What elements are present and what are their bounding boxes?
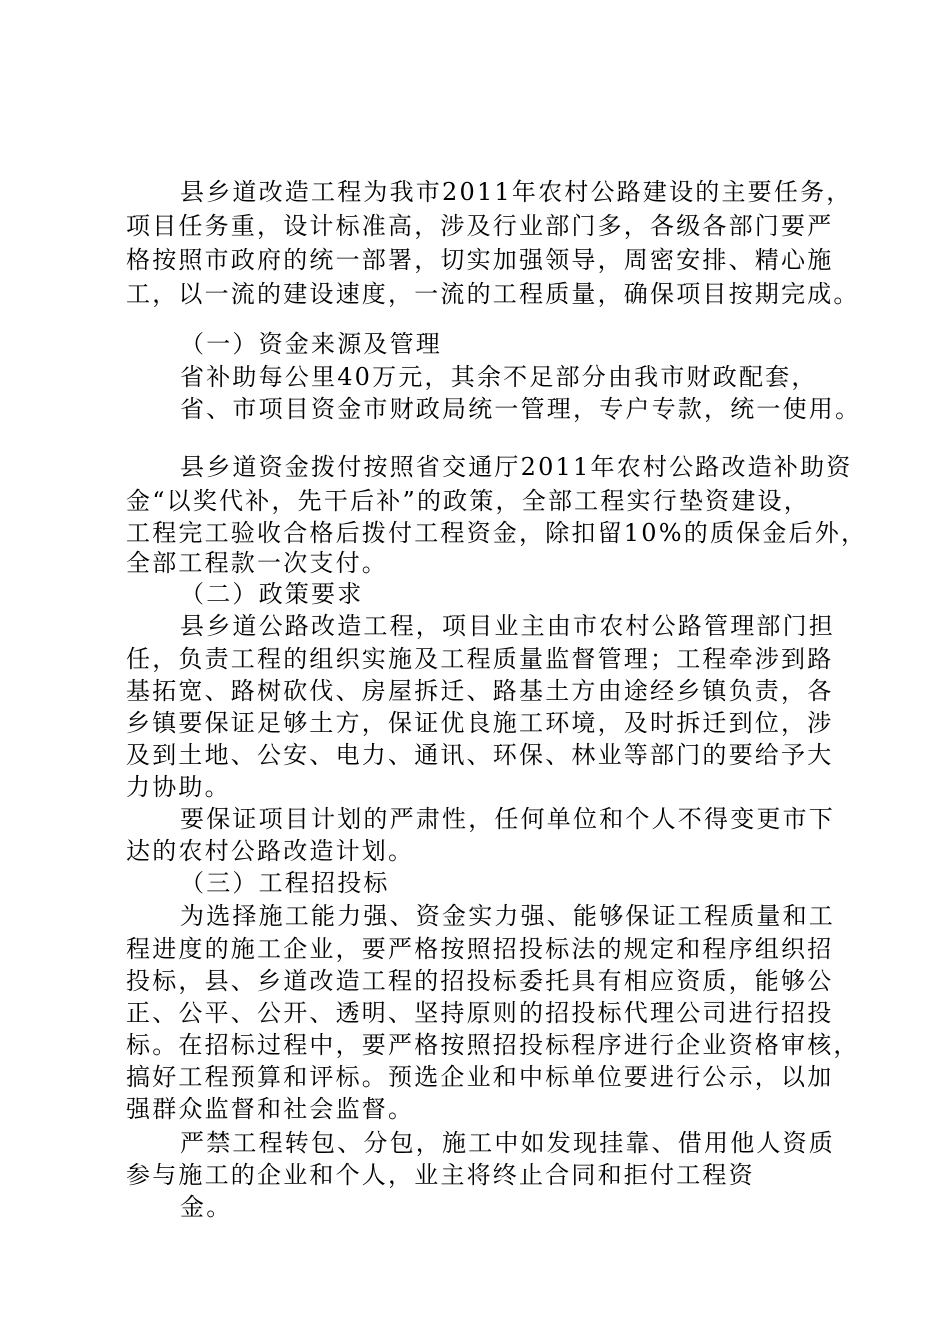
section-heading-policy: （二）政策要求: [180, 580, 364, 608]
intro-paragraph-line: 县乡道改造工程为我市2011年农村公路建设的主要任务，: [180, 178, 853, 206]
policy-paragraph-line: 乡镇要保证足够土方，保证优良施工环境，及时拆迁到位，涉: [126, 709, 834, 737]
intro-paragraph-line: 项目任务重，设计标准高，涉及行业部门多，各级各部门要严: [126, 212, 834, 240]
intro-paragraph-line: 格按照市政府的统一部署，切实加强领导，周密安排、精心施: [126, 246, 834, 274]
bidding-paragraph-line: 正、公平、公开、透明、坚持原则的招投标代理公司进行招投: [126, 999, 834, 1027]
bidding-paragraph-line: 投标，县、乡道改造工程的招投标委托具有相应资质，能够公: [126, 967, 834, 995]
bidding-paragraph-line: 标。在招标过程中，要严格按照招投标程序进行企业资格审核，: [126, 1031, 860, 1059]
subcontract-paragraph-line: 严禁工程转包、分包，施工中如发现挂靠、借用他人资质: [180, 1129, 835, 1157]
section-heading-bidding: （三）工程招投标: [180, 869, 390, 897]
bidding-paragraph-line: 程进度的施工企业，要严格按照招投标法的规定和程序组织招: [126, 935, 834, 963]
subcontract-paragraph-line: 参与施工的企业和个人，业主将终止合同和拒付工程资: [126, 1161, 755, 1189]
policy-paragraph-line: 力协助。: [126, 773, 231, 801]
subcontract-paragraph-line: 金。: [180, 1193, 233, 1221]
funding-payment-line: 工程完工验收合格后拨付工程资金，除扣留10%的质保金后外，: [126, 519, 868, 547]
policy-paragraph-line: 及到土地、公安、电力、通讯、环保、林业等部门的要给予大: [126, 741, 834, 769]
funding-subsidy-line: 省补助每公里40万元，其余不足部分由我市财政配套，: [180, 363, 818, 391]
bidding-paragraph-line: 为选择施工能力强、资金实力强、能够保证工程质量和工: [180, 902, 835, 930]
section-heading-funding: （一）资金来源及管理: [180, 330, 442, 358]
funding-payment-line: 县乡道资金拨付按照省交通厅2011年农村公路改造补助资: [180, 453, 853, 481]
plan-paragraph-line: 达的农村公路改造计划。: [126, 837, 415, 865]
bidding-paragraph-line: 搞好工程预算和评标。预选企业和中标单位要进行公示，以加: [126, 1063, 834, 1091]
plan-paragraph-line: 要保证项目计划的严肃性，任何单位和个人不得变更市下: [180, 805, 835, 833]
policy-paragraph-line: 县乡道公路改造工程，项目业主由市农村公路管理部门担: [180, 612, 835, 640]
bidding-paragraph-line: 强群众监督和社会监督。: [126, 1095, 415, 1123]
policy-paragraph-line: 任，负责工程的组织实施及工程质量监督管理；工程牵涉到路: [126, 645, 834, 673]
policy-paragraph-line: 基拓宽、路树砍伐、房屋拆迁、路基土方由途经乡镇负责，各: [126, 677, 834, 705]
funding-payment-line: 金“以奖代补，先干后补”的政策，全部工程实行垫资建设，: [126, 487, 810, 515]
intro-paragraph-line: 工，以一流的建设速度，一流的工程质量，确保项目按期完成。: [126, 280, 860, 308]
funding-management-line: 省、市项目资金市财政局统一管理，专户专款，统一使用。: [180, 395, 862, 423]
funding-payment-line: 全部工程款一次支付。: [126, 549, 388, 577]
